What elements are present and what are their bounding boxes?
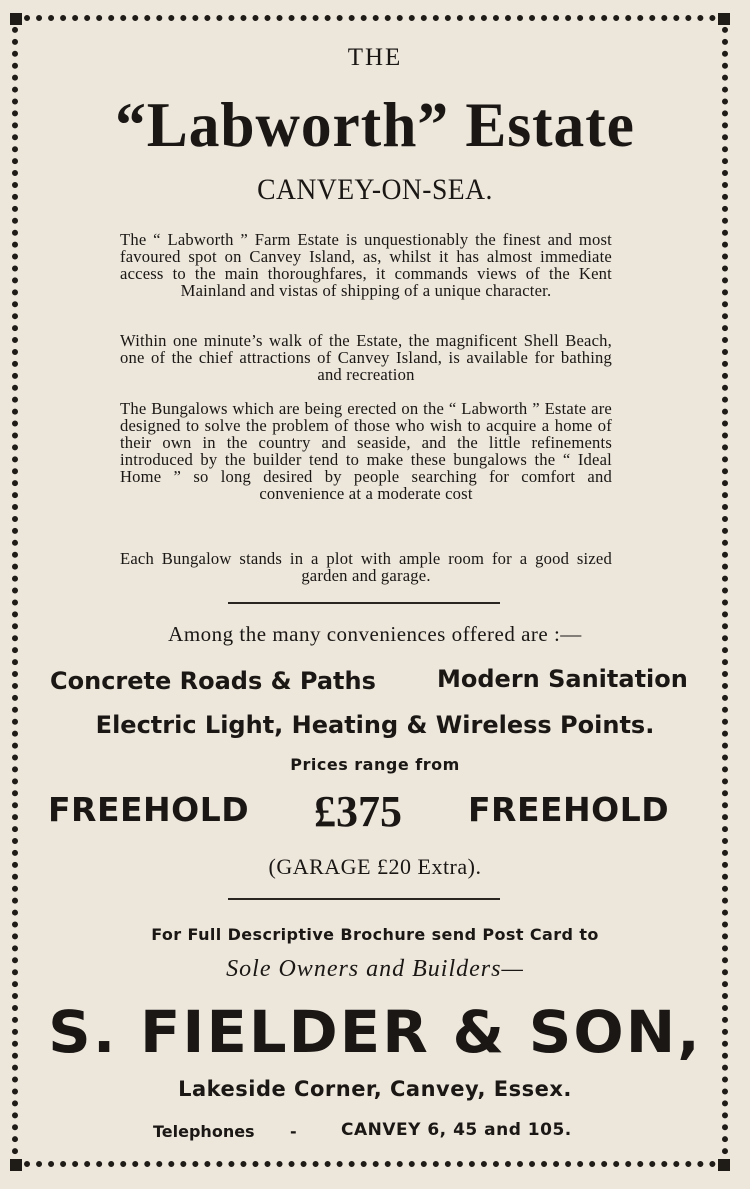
price: £375 [314, 787, 402, 836]
convenience-electric: Electric Light, Heating & Wireless Points. [95, 711, 655, 739]
paragraph-bungalows: The Bungalows which are being erected on the “ Labworth ” Estate are designed to solve the problem of those who wish to acquire a home of their own in the country and seaside, and the little refinements introduced by the builder tend to make these bungalows the “ Ideal Home ” so long desired by people searching for comfort and convenience at a moderate cost [120, 399, 612, 503]
convenience-sanitation: Modern Sanitation [437, 665, 688, 693]
divider [228, 602, 500, 604]
convenience-roads: Concrete Roads & Paths [50, 667, 376, 695]
corner-ornament [10, 13, 22, 25]
telephone-numbers: CANVEY 6, 45 and 105. [341, 1120, 572, 1140]
brochure-note: For Full Descriptive Brochure send Post Card to [151, 925, 599, 944]
freehold-right: FREEHOLD [468, 790, 670, 829]
paragraph-shell-beach: Within one minute’s walk of the Estate, the magnificent Shell Beach, one of the chief attractions of Canvey Island, is available for bathing and recreation [120, 331, 612, 384]
heading-the: THE [347, 44, 403, 71]
conveniences-intro: Among the many conveniences offered are :— [168, 622, 582, 646]
telephones-dash: - [290, 1122, 297, 1141]
corner-ornament [718, 13, 730, 25]
paragraph-estate-intro: The “ Labworth ” Farm Estate is unquestionably the finest and most favoured spot on Canvey Island, as, whilst it has almost immediate access to the main thoroughfares, it commands views of the Kent Mainland and vistas of shipping of a unique character. [120, 230, 612, 300]
corner-ornament [718, 1159, 730, 1171]
sole-owners: Sole Owners and Builders— [226, 956, 524, 982]
freehold-left: FREEHOLD [48, 790, 250, 829]
page-title: “Labworth” Estate [115, 89, 635, 160]
telephones-label: Telephones [153, 1122, 255, 1141]
company-name: S. FIELDER & SON, [48, 998, 702, 1066]
location-subtitle: CANVEY-ON-SEA. [257, 173, 493, 206]
company-address: Lakeside Corner, Canvey, Essex. [178, 1077, 572, 1101]
paragraph-plot: Each Bungalow stands in a plot with ample room for a good sized garden and garage. [120, 549, 612, 585]
divider [228, 898, 500, 900]
garage-price: (GARAGE £20 Extra). [268, 854, 482, 879]
prices-intro: Prices range from [290, 755, 460, 774]
corner-ornament [10, 1159, 22, 1171]
